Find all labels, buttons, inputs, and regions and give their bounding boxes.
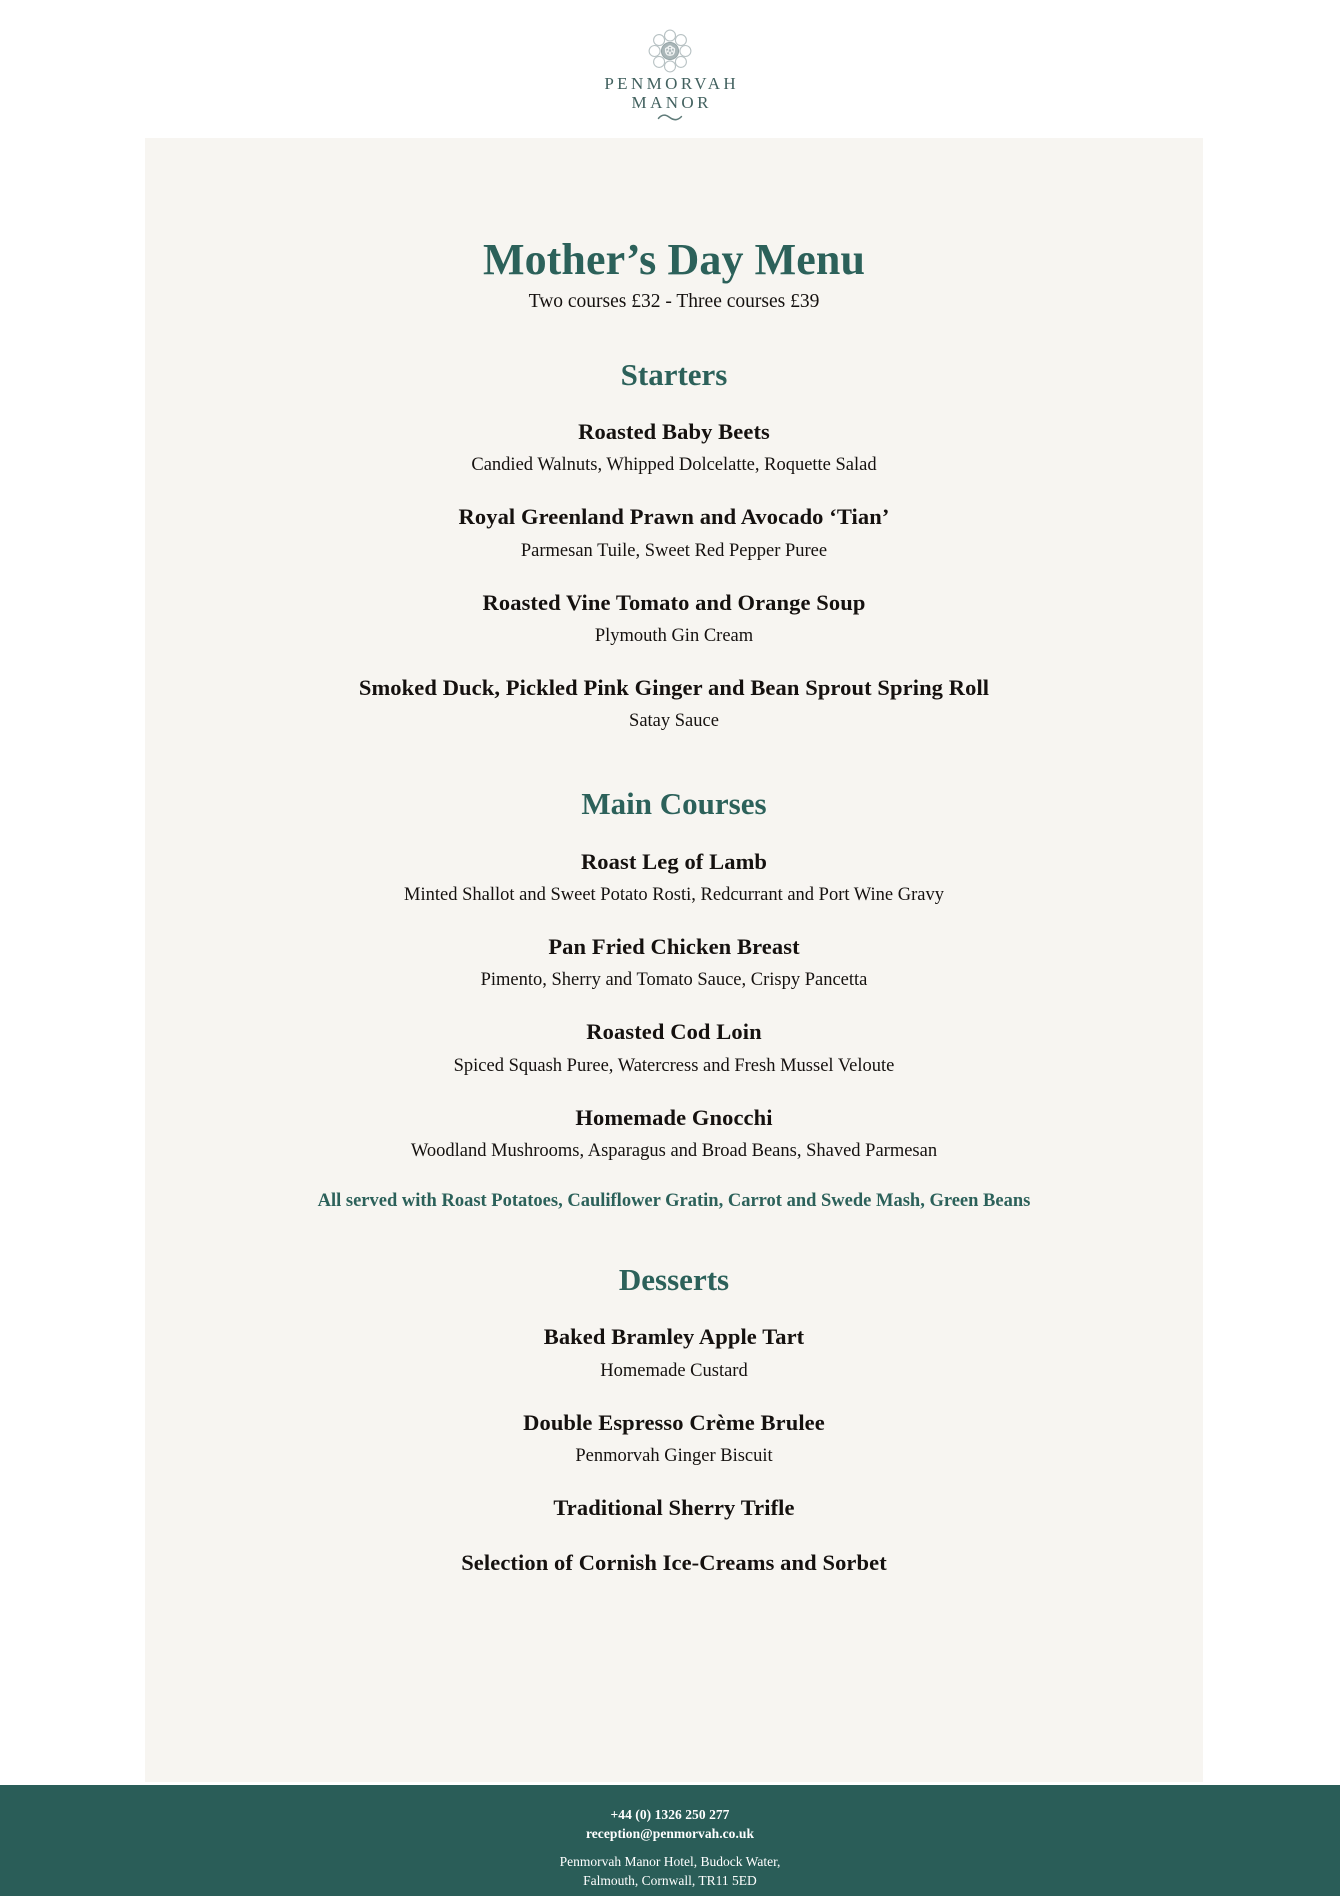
menu-item <box>205 992 1143 1077</box>
rosette-flower-icon <box>647 28 693 74</box>
dish-description: Pimento, Sherry and Tomato Sauce, Crispy Pancetta <box>480 970 868 991</box>
site-header <box>0 0 1340 138</box>
dish-name: Double Espresso Crème Brulee <box>523 1409 825 1435</box>
dish-description: Minted Shallot and Sweet Potato Rosti, Redcurrant and Port Wine Gravy <box>404 884 944 905</box>
dish-description: Candied Walnuts, Whipped Dolcelatte, Roquette Salad <box>471 455 877 476</box>
footer-address-line-2: Falmouth, Cornwall, TR11 5ED <box>583 1873 757 1889</box>
menu-card <box>145 138 1203 1782</box>
section-heading-main-courses: Main Courses <box>581 786 767 822</box>
dish-description: Spiced Squash Puree, Watercress and Fresh Mussel Veloute <box>453 1055 895 1076</box>
brand-name-line-1: PENMORVAH <box>604 74 740 94</box>
menu-section-main-courses <box>205 733 1143 1213</box>
menu-item <box>205 648 1143 733</box>
menu-item <box>205 477 1143 562</box>
dish-name: Homemade Gnocchi <box>575 1104 773 1130</box>
menu-item <box>205 563 1143 648</box>
dish-description: Plymouth Gin Cream <box>594 625 754 646</box>
dish-description: Woodland Mushrooms, Asparagus and Broad Beans, Shaved Parmesan <box>410 1141 938 1162</box>
site-footer <box>0 1785 1340 1896</box>
footer-address <box>560 1843 781 1890</box>
dish-name: Traditional Sherry Trifle <box>553 1495 795 1521</box>
menu-item <box>205 1298 1143 1382</box>
brand-logo[interactable] <box>601 16 739 122</box>
menu-section-starters <box>205 315 1143 734</box>
footer-phone[interactable]: +44 (0) 1326 250 277 <box>610 1807 730 1822</box>
dish-name: Roasted Baby Beets <box>578 418 770 444</box>
dish-name: Roast Leg of Lamb <box>580 848 768 874</box>
page-title: Mother’s Day Menu <box>482 235 866 284</box>
menu-item <box>205 1468 1143 1522</box>
dish-name: Selection of Cornish Ice-Creams and Sorbet <box>461 1549 887 1575</box>
footer-email[interactable]: reception@penmorvah.co.uk <box>585 1826 755 1842</box>
menu-item <box>205 1523 1143 1577</box>
dish-name: Roasted Cod Loin <box>586 1019 762 1045</box>
footer-address-line-1: Penmorvah Manor Hotel, Budock Water, <box>559 1854 781 1870</box>
brand-name-line-2: MANOR <box>631 92 712 112</box>
menu-item <box>205 393 1143 477</box>
dish-description: Penmorvah Ginger Biscuit <box>575 1446 773 1467</box>
menu-item <box>205 1383 1143 1468</box>
menu-section-desserts <box>205 1213 1143 1577</box>
dish-name: Pan Fried Chicken Breast <box>548 933 800 959</box>
dish-description: Parmesan Tuile, Sweet Red Pepper Puree <box>520 540 828 561</box>
menu-item <box>205 907 1143 992</box>
sides-note: All served with Roast Potatoes, Cauliflower Gratin, Carrot and Swede Mash, Green Beans <box>317 1191 1031 1212</box>
wave-swash-icon <box>657 113 683 122</box>
section-heading-desserts: Desserts <box>618 1262 730 1298</box>
menu-item <box>205 823 1143 907</box>
dish-name: Roasted Vine Tomato and Orange Soup <box>482 589 866 615</box>
section-heading-starters: Starters <box>620 356 728 392</box>
dish-description: Homemade Custard <box>600 1360 748 1381</box>
dish-name: Baked Bramley Apple Tart <box>543 1324 805 1350</box>
brand-wordmark <box>601 75 739 112</box>
dish-description: Satay Sauce <box>629 711 719 732</box>
menu-item <box>205 1078 1143 1163</box>
dish-name: Royal Greenland Prawn and Avocado ‘Tian’ <box>458 504 890 530</box>
dish-name: Smoked Duck, Pickled Pink Ginger and Bean Sprout Spring Roll <box>358 675 990 700</box>
menu-price-line: Two courses £32 - Three courses £39 <box>528 291 820 313</box>
